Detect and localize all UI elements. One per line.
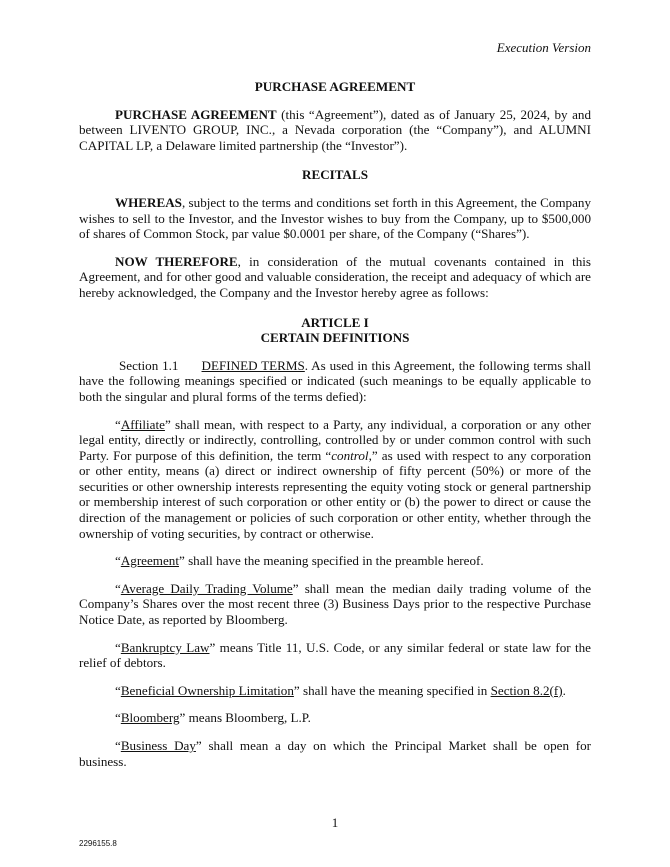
definition-affiliate: “Affiliate” shall mean, with respect to a Party, any individual, a corporation or any other legal entity, directly or indirectly, controlling, controlled by or under common control with such Party. For purpose of this definition, the term “control,” as used with respect to any corporation or other entity, means (a) direct or indirect ownership of fifty percent (50%) or more of the securities or other ownership interests representing the equity voting stock or general partnership or membership interest of such corporation or other entity or (b) the power to direct or cause the direction of the management or policies of such corporation or other entity, whether through the ownership of voting securities, by contract or otherwise. [79,416,591,541]
whereas-lead: WHEREAS [115,194,182,210]
section-1-1-paragraph [79,358,591,405]
definition-term: Bankruptcy Law [120,639,210,655]
definition-beneficial-ownership-limitation: “Beneficial Ownership Limitation” shall have the meaning specified in Section 8.2(f). [115,682,566,698]
definition-term: Business Day [120,738,196,753]
section-body: . As used in this Agreement, the following terms shall have the following meanings specified or indicated (such meanings to be equally applicable to both the singular and plural forms of the terms defied): [79,357,592,404]
intro-lead: PURCHASE AGREEMENT [115,106,277,122]
section-heading: DEFINED TERMS [201,357,305,373]
document-title: PURCHASE AGREEMENT [254,79,416,94]
definition-term: Bloomberg [120,710,180,726]
intro-body: (this “Agreement”), dated as of January 25, 2024, by and between LIVENTO GROUP, INC., a Nevada corporation (the “Company”), and ALUMNI CAPITAL LP, a Delaware limited partnership (the “Investor”). [79,106,591,153]
page-number: 1 [331,815,339,830]
definition-term: Agreement [120,553,179,569]
document-body [79,79,591,769]
article-number: ARTICLE I [301,314,369,330]
italic-term-control: control [331,447,369,463]
recitals-heading: RECITALS [302,167,368,183]
definition-bankruptcy-law: “Bankruptcy Law” means Title 11, U.S. Code, or any similar federal or state law for the relief of debtors. [79,639,591,671]
now-therefore-lead: NOW THEREFORE [115,253,238,269]
document-id: 2296155.8 [79,839,117,848]
definition-business-day: “Business Day” shall mean a day on which the Principal Market shall be open for business. [79,738,591,769]
article-title: CERTAIN DEFINITIONS [260,330,410,346]
version-label: Execution Version [496,40,591,55]
definition-bloomberg: “Bloomberg” means Bloomberg, L.P. [115,710,311,726]
definition-agreement: “Agreement” shall have the meaning specified in the preamble hereof. [115,553,484,569]
whereas-paragraph [79,195,591,242]
definition-average-daily-trading-volume: “Average Daily Trading Volume” shall mean the median daily trading volume of the Company’s Shares over the most recent three (3) Business Days prior to the respective Purchase Notice Date, as reported by Bloomberg. [79,580,592,628]
now-therefore-paragraph [79,254,591,301]
intro-paragraph [79,107,591,154]
definition-term: Average Daily Trading Volume [120,580,293,596]
whereas-body: , subject to the terms and conditions set forth in this Agreement, the Company wishes to sell to the Investor, and the Investor wishes to buy from the Company, up to $500,000 of shares of Common Stock, par value $0.0001 per share, of the Company (“Shares”). [79,194,591,242]
definition-term: Beneficial Ownership Limitation [120,682,294,698]
section-label: Section 1.1 [119,357,179,373]
section-reference-link[interactable]: Section 8.2(f) [490,682,563,698]
definition-term: Affiliate [120,416,165,432]
now-therefore-body: , in consideration of the mutual covenants contained in this Agreement, and for other good and valuable consideration, the receipt and adequacy of which are hereby acknowledged, the Company and the Investor hereby agree as follows: [79,253,591,300]
